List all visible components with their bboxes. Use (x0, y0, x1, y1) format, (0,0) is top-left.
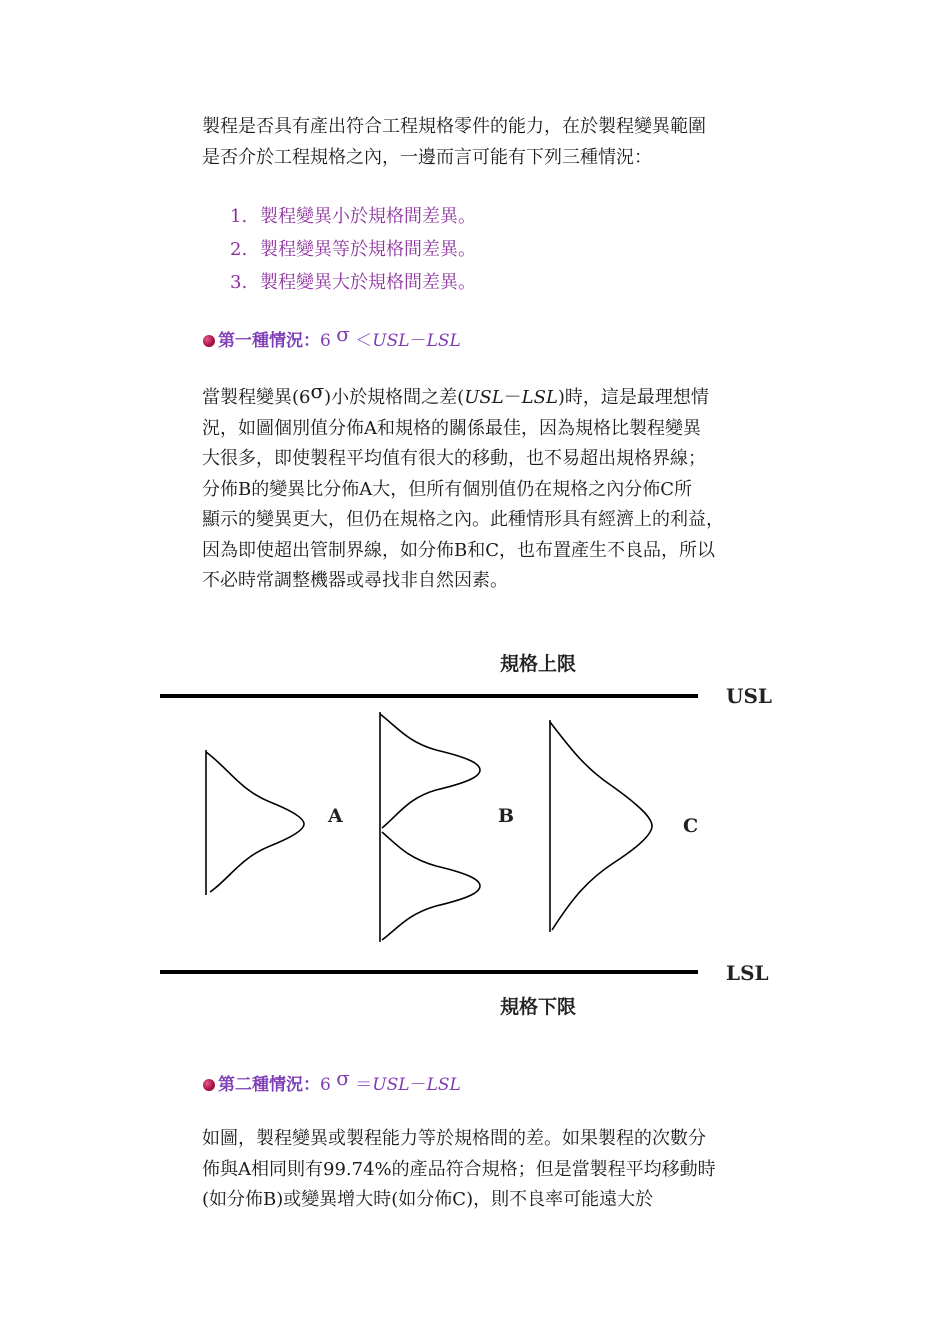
case2-minus: － (409, 1075, 427, 1095)
lsl-label: LSL (726, 961, 769, 985)
dist-a-label: A (328, 805, 343, 827)
list-number: 1. (230, 206, 248, 227)
list-text: 製程變異等於規格間差異。 (260, 239, 476, 260)
dist-c-curve (550, 722, 652, 930)
bullet-icon (203, 1079, 215, 1091)
list-text: 製程變異大於規格間差異。 (260, 272, 476, 293)
case1-lsl: LSL (426, 331, 461, 351)
dist-b-label: B (498, 805, 515, 827)
case1-minus: － (409, 331, 427, 351)
dist-a-curve (206, 752, 304, 892)
text-run: )小於規格間之差( (324, 387, 465, 408)
dist-b-upper-curve (380, 714, 480, 828)
intro-line: 是否介於工程規格之內，一邊而言可能有下列三種情況： (202, 146, 652, 168)
dist-c-label: C (683, 815, 699, 837)
case2-usl: USL (372, 1075, 410, 1095)
list-text: 製程變異小於規格間差異。 (260, 206, 476, 227)
paragraph-line: 分佈B的變異比分佈A大，但所有個別值仍在規格之內分佈C所 (202, 478, 692, 500)
list-number: 3. (230, 272, 248, 293)
paragraph-line: (如分佈B)或變異增大時(如分佈C)，則不良率可能遠大於 (202, 1189, 654, 1210)
text-run: － (503, 387, 522, 408)
paragraph-line: 因為即使超出管制界線，如分佈B和C，也布置產生不良品，所以 (202, 539, 715, 561)
paragraph-line: 顯示的變異更大，但仍在規格之內。此種情形具有經濟上的利益， (202, 509, 724, 530)
paragraph-line: 況，如圖個別值分佈A和規格的關係最佳，因為規格比製程變異 (202, 417, 701, 439)
dist-b-lower-curve (382, 832, 480, 940)
sigma-symbol: σ (310, 379, 325, 403)
text-run: 當製程變異(6 (202, 387, 311, 408)
usl-text: USL (464, 387, 504, 408)
paragraph-line: 大很多，即使製程平均值有很大的移動，也不易超出規格界線； (202, 448, 706, 469)
case2-label: 第二種情況： (218, 1075, 320, 1095)
case2-paragraph (202, 1124, 716, 1216)
paragraph-line: 如圖，製程變異或製程能力等於規格間的差。如果製程的次數分 (202, 1128, 706, 1149)
case1-usl: USL (372, 331, 410, 351)
lower-limit-label: 規格下限 (499, 996, 577, 1018)
case2-six: 6 (320, 1075, 331, 1095)
paragraph-line: 不必時常調整機器或尋找非自然因素。 (202, 570, 508, 591)
sigma-symbol: σ (336, 322, 350, 346)
list-number: 2. (230, 239, 248, 260)
case1-six: 6 (320, 331, 331, 351)
usl-label: USL (726, 684, 772, 708)
case1-label: 第一種情況： (218, 331, 320, 351)
intro-line: 製程是否具有產出符合工程規格零件的能力，在於製程變異範圍 (202, 116, 706, 137)
case2-relation: ＝ (355, 1075, 373, 1095)
paragraph-line: 佈與A相同則有99.74%的產品符合規格；但是當製程平均移動時 (202, 1158, 716, 1180)
sigma-symbol: σ (336, 1066, 350, 1090)
upper-limit-label: 規格上限 (499, 653, 577, 675)
case2-heading (203, 1066, 461, 1095)
case1-relation: ＜ (355, 331, 373, 351)
case2-lsl: LSL (426, 1075, 461, 1095)
text-run: )時，這是最理想情 (557, 387, 709, 408)
lsl-text: LSL (521, 387, 558, 408)
